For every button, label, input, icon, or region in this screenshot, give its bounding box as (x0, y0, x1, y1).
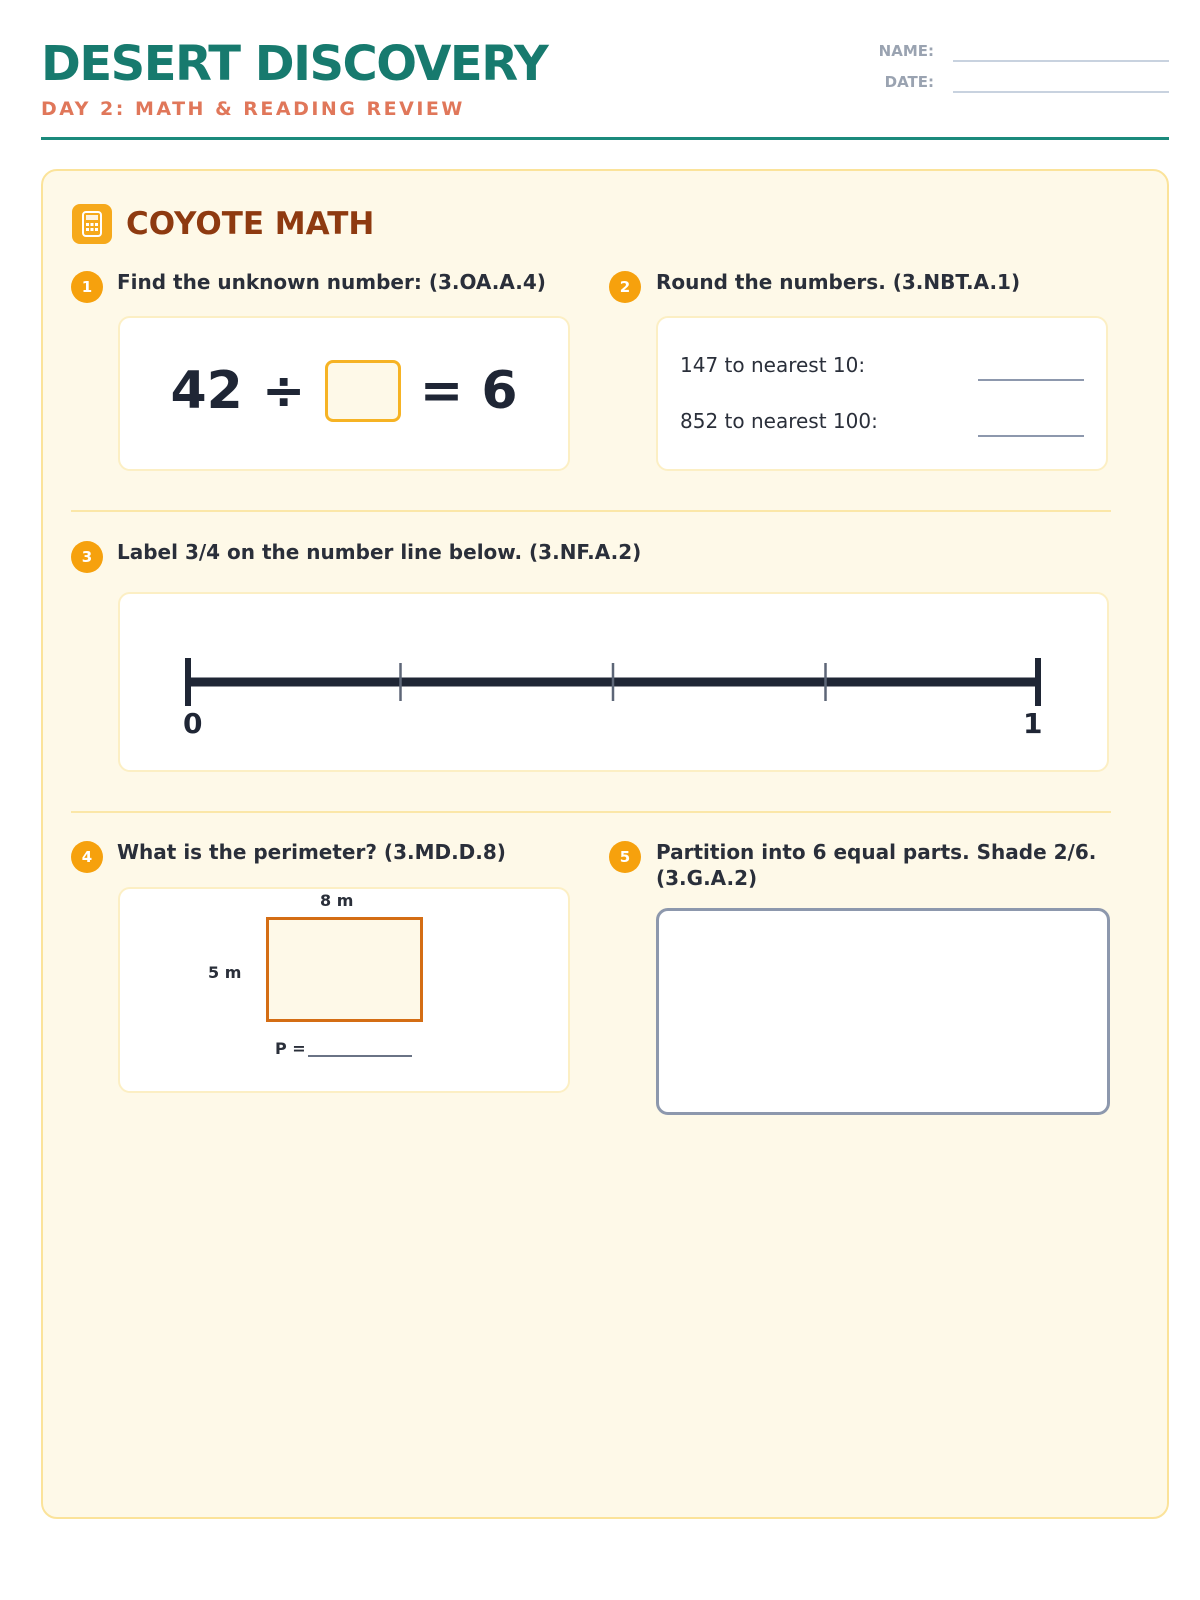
date-label: DATE: (884, 73, 934, 91)
rectangle-height-label: 5 m (208, 963, 242, 982)
date-field[interactable] (953, 91, 1169, 93)
question-4-box (118, 887, 570, 1093)
question-2-prompt: Round the numbers. (3.NBT.A.1) (656, 270, 1021, 294)
round-item (680, 351, 1084, 381)
question-4-prompt: What is the perimeter? (3.MD.D.8) (117, 840, 506, 864)
question-5-badge: 5 (609, 841, 641, 873)
round-item-text: 852 to nearest 100: (680, 409, 878, 433)
perimeter-answer-line[interactable] (308, 1055, 412, 1057)
question-3-badge: 3 (71, 541, 103, 573)
question-1-prompt: Find the unknown number: (3.OA.A.4) (117, 270, 546, 294)
header-rule (41, 137, 1169, 140)
round-answer-line[interactable] (978, 435, 1084, 437)
name-field[interactable] (953, 60, 1169, 62)
division-equation (120, 360, 568, 430)
number-line-end-label: 1 (1023, 707, 1043, 740)
worksheet-header (41, 36, 1169, 140)
section-divider (71, 811, 1111, 813)
question-2-badge: 2 (609, 271, 641, 303)
date-row (859, 69, 1169, 93)
perimeter-rectangle (266, 917, 423, 1022)
rectangle-width-label: 8 m (320, 891, 354, 910)
question-3-box (118, 592, 1109, 772)
section-divider (71, 510, 1111, 512)
equation-result: = 6 (419, 361, 518, 421)
coyote-math-card (41, 169, 1169, 1519)
unknown-number-box[interactable] (325, 360, 401, 422)
perimeter-answer-label: P = (275, 1039, 306, 1058)
number-line-start-label: 0 (183, 707, 203, 740)
name-row (859, 38, 1169, 62)
section-title: COYOTE MATH (126, 206, 375, 242)
calculator-icon (72, 204, 112, 244)
worksheet-title: DESERT DISCOVERY (41, 36, 548, 92)
round-item-text: 147 to nearest 10: (680, 353, 866, 377)
round-answer-line[interactable] (978, 379, 1084, 381)
question-4-badge: 4 (71, 841, 103, 873)
question-1-box (118, 316, 570, 471)
dividend: 42 (170, 361, 243, 421)
question-3-prompt: Label 3/4 on the number line below. (3.NF.A.2) (117, 540, 642, 564)
number-line[interactable] (120, 594, 1107, 770)
question-1-badge: 1 (71, 271, 103, 303)
question-5-prompt-line-1: Partition into 6 equal parts. Shade 2/6. (656, 840, 1097, 864)
question-5-prompt-line-2: (3.G.A.2) (656, 866, 758, 890)
partition-drawing-area[interactable] (656, 908, 1110, 1115)
question-2-box (656, 316, 1108, 471)
round-item (680, 407, 1084, 437)
worksheet-subtitle: DAY 2: MATH & READING REVIEW (41, 98, 465, 120)
division-operator: ÷ (261, 361, 306, 421)
name-label: NAME: (878, 42, 934, 60)
